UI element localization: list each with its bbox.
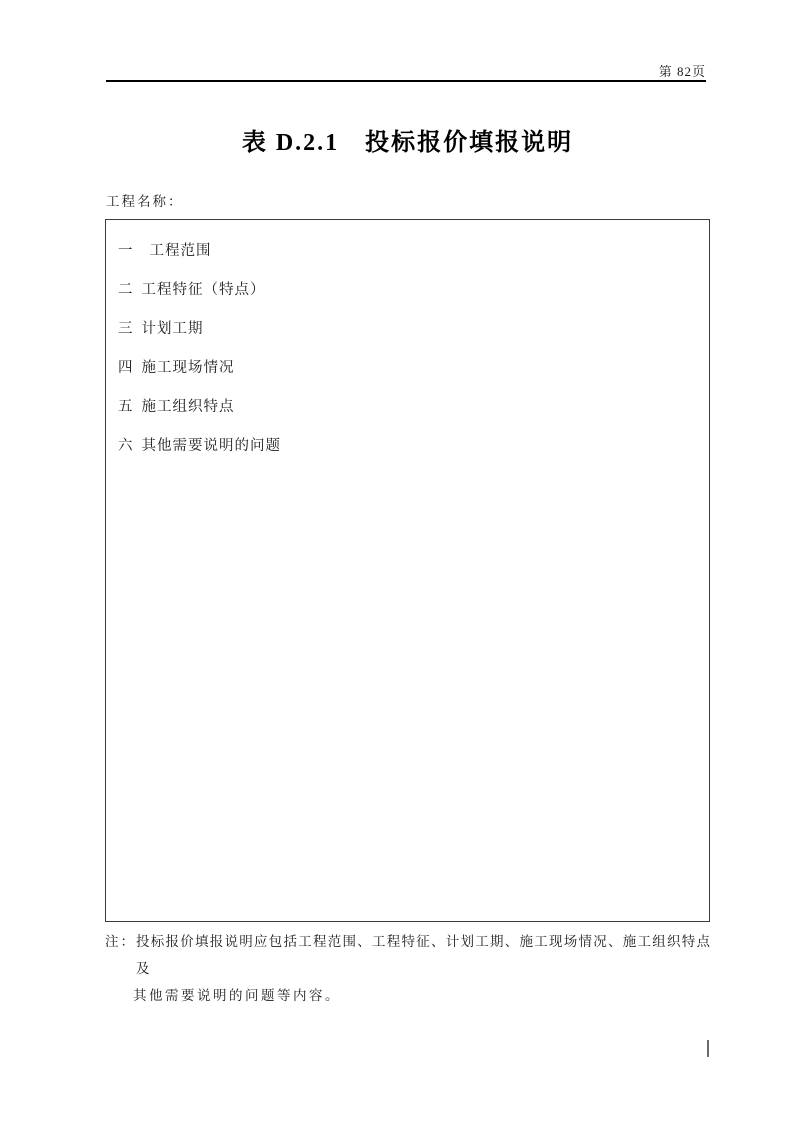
note-text-line-1: 投标报价填报说明应包括工程范围、工程特征、计划工期、施工现场情况、施工组织特点及 bbox=[136, 934, 711, 976]
note-text-line-2: 其他需要说明的问题等内容。 bbox=[133, 988, 341, 1003]
form-item-label: 施工现场情况 bbox=[141, 360, 235, 376]
form-item-number: 四 bbox=[118, 360, 134, 376]
form-box bbox=[105, 219, 710, 922]
form-item-number: 三 bbox=[118, 321, 134, 337]
form-item-organization bbox=[118, 386, 697, 425]
page-title: 表 D.2.1 投标报价填报说明 bbox=[241, 130, 574, 156]
form-item-site-conditions bbox=[118, 347, 697, 386]
text-cursor-mark bbox=[707, 1040, 709, 1057]
form-item-label: 计划工期 bbox=[141, 321, 204, 337]
page-number: 第 82页 bbox=[658, 64, 706, 79]
project-name-label: 工程名称： bbox=[106, 194, 184, 209]
form-item-scope bbox=[118, 230, 697, 269]
form-item-label: 其他需要说明的问题 bbox=[141, 438, 281, 454]
form-item-schedule bbox=[118, 308, 697, 347]
form-item-other bbox=[118, 425, 697, 464]
form-item-number: 一 bbox=[118, 243, 134, 259]
form-item-label: 工程范围 bbox=[149, 243, 212, 259]
note-line-1 bbox=[105, 928, 711, 982]
form-item-features bbox=[118, 269, 697, 308]
header-rule bbox=[106, 80, 706, 82]
form-item-number: 五 bbox=[118, 399, 134, 415]
note-prefix: 注： bbox=[105, 934, 136, 949]
note bbox=[105, 928, 711, 1009]
form-item-label: 工程特征（特点） bbox=[141, 282, 266, 298]
form-item-label: 施工组织特点 bbox=[141, 399, 235, 415]
form-item-number: 二 bbox=[118, 282, 134, 298]
form-item-number: 六 bbox=[118, 438, 134, 454]
